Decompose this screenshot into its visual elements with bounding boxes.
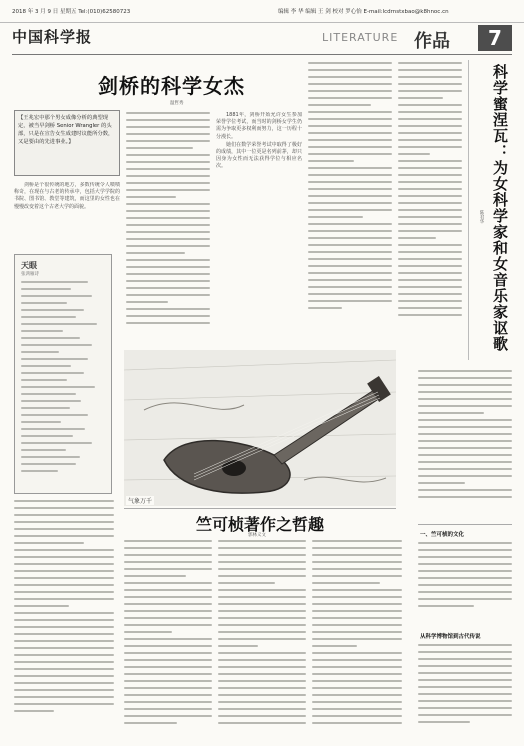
page-header-bar <box>0 0 524 23</box>
article1-lead: 【王兆宏中那个男女成像分析的典型现定，被当早剑桥 Senior Wrangler 的头部，只是在宣告女生成建时议能所分数，又是要由的先进事业。】 <box>14 110 120 176</box>
article1-body-col1 <box>14 182 120 248</box>
article1-title: 剑桥的科学女杰 <box>98 74 245 98</box>
guitar-drawing <box>124 350 396 506</box>
page-number: 7 <box>478 25 512 51</box>
issue-info: 2018 年 3 月 9 日 星期五 Tel:(010)62580723 <box>12 9 131 15</box>
section-divider <box>124 508 396 509</box>
article3-col3 <box>312 540 402 736</box>
side-heading-2: 从科学博物馆到古代传说 <box>420 634 481 640</box>
article2-title: 科学蜜涅瓦：为女科学家和女音乐家讴歌 <box>491 64 509 352</box>
feature-label: 气象万千 <box>128 498 153 505</box>
section-name-cn: 作品 <box>414 31 450 52</box>
article1-para: 1881年，剑桥开始允许女生参加荣誉学位考试，而当时的剑桥女学生仍需为争取更多权利而努力，这一历程十分漫长。 <box>216 112 302 140</box>
article3-byline: 郭林义文 <box>248 533 266 538</box>
article1-body-col2 <box>126 112 210 336</box>
article1-para: 她们在数学荣誉考试中取得了极好的成绩，其中一位更是名列前茅，却只因身为女性而无法获得学位与相应名次。 <box>216 141 302 170</box>
article1-byline: 温哲秀 <box>170 101 184 106</box>
poem-box <box>14 254 112 494</box>
article2-byline: 陈君华 <box>479 210 484 224</box>
header-rule <box>12 54 512 55</box>
column-divider <box>468 60 469 360</box>
article3-title: 竺可桢著作之哲趣 <box>196 515 325 534</box>
poem-text <box>21 281 105 487</box>
section-name-en: LITERATURE <box>322 31 399 44</box>
side-heading-1: 一、竺可桢的文化 <box>420 532 465 538</box>
newspaper-logo: 中国科学报 <box>12 28 93 46</box>
article3-col1 <box>124 540 212 736</box>
editor-info: 编辑 李 华 编辑 王 剑 校对 罗心怡 E-mail:lcdrnstxbao@k8hnoc.cn <box>278 9 449 15</box>
poem-byline: 张鸿雁诗 <box>21 272 39 277</box>
poem-title: 天眼 <box>21 261 37 270</box>
side-body-2 <box>418 644 512 738</box>
guitar-illustration <box>124 350 396 506</box>
side-body-1 <box>418 542 512 626</box>
article1-para: 剑桥是个很传统的地方，多数传统令人啧啧称奇，在现在与古老的传承中，包括大学学院的书院、图书馆、教堂等建筑，而这里的女性也在慢慢改变着这个古老大学的面貌。 <box>14 182 120 210</box>
section-banner <box>318 25 512 51</box>
article1-body-col4 <box>308 62 392 340</box>
article2-body <box>418 370 512 518</box>
left-lower-column <box>14 500 114 736</box>
article1-body-col3 <box>216 112 302 336</box>
article1-body-col5 <box>398 62 462 362</box>
article3-col2 <box>218 540 306 736</box>
side-divider <box>418 524 512 525</box>
